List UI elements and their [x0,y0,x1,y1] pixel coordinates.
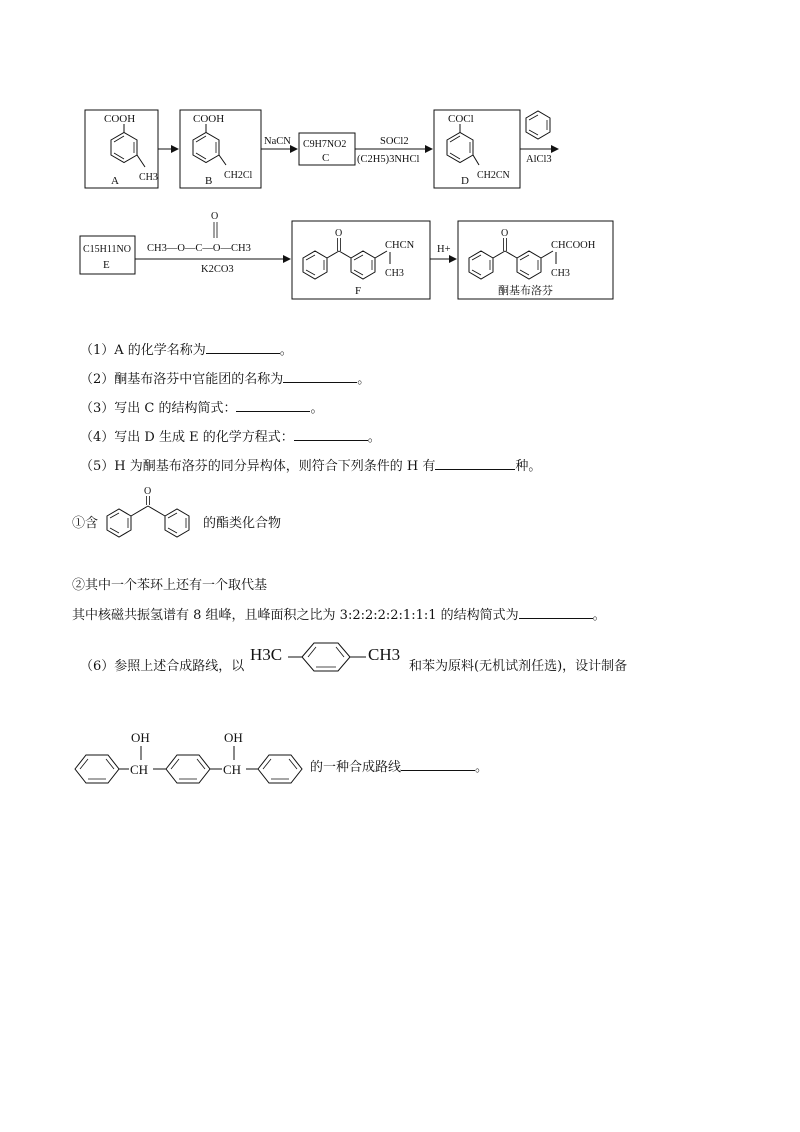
compound-b-letter: B [205,175,213,187]
answer-blank-2[interactable] [283,370,357,383]
answer-blank-nmr[interactable] [519,606,593,619]
reagent-alcl3: AlCl3 [526,154,552,165]
compound-f-ketone-o: O [335,228,343,239]
compound-d-ch2cn: CH2CN [477,170,510,181]
compound-b-cooh: COOH [193,113,225,125]
compound-a-letter: A [111,175,119,187]
ketoprofen-chcooh: CHCOOH [551,240,596,251]
question-3: （3）写出 C 的结构简式： 。 [80,401,324,416]
question-1: （1）A 的化学名称为 。 [80,343,293,358]
compound-e-letter: E [103,259,110,271]
question-6-post: 和苯为原料(无机试剂任选)，设计制备 [409,659,628,674]
compound-a-box [85,110,158,188]
ketoprofen-box [458,221,613,299]
question-5-text: （5）H 为酮基布洛芬的同分异构体，则符合下列条件的 H 有 [80,459,436,474]
question-2: （2）酮基布洛芬中官能团的名称为 。 [80,372,371,387]
ketoprofen-ketone-o: O [501,228,509,239]
compound-f-ch3: CH3 [385,268,404,279]
compound-f-chcn: CHCN [385,240,415,251]
benzophenone-o: O [144,486,152,497]
reagent-k2co3: K2CO3 [201,264,234,275]
compound-c-formula: C9H7NO2 [303,139,347,150]
compound-d-cocl: COCl [448,113,474,125]
reagent-dimethyl-carbonate: CH3—O—C—O—CH3 [147,243,251,254]
answer-blank-4[interactable] [294,428,368,441]
question-3-text: （3）写出 C 的结构简式： [80,401,237,416]
compound-e-box [80,236,135,274]
carbonate-o: O [211,211,219,222]
answer-blank-3[interactable] [236,399,310,412]
compound-d-box [434,110,520,188]
target-ch-2: CH [223,762,242,777]
reagent-socl2: SOCl2 [380,136,409,147]
p-xylene-left-group: H3C [250,645,283,664]
target-route-text: 的一种合成路线 。 [310,760,489,775]
nmr-question: 其中核磁共振氢谱有 8 组峰，且峰面积之比为 3:2:2:2:2:1:1:1 的结构简式为 。 [72,608,606,623]
target-oh-2: OH [224,730,243,745]
compound-c-letter: C [322,152,330,164]
compound-d-letter: D [461,175,469,187]
condition-1-post: 的酯类化合物 [203,516,282,531]
condition-1-pre: ①含 [72,516,99,531]
question-1-text: （1）A 的化学名称为 [80,343,206,358]
target-ch-1: CH [130,762,149,777]
target-diol-structure [75,730,302,783]
reagent-h-plus: H+ [437,244,451,255]
compound-f-letter: F [355,285,362,297]
compound-b-box [180,110,261,188]
ketoprofen-ch3: CH3 [551,268,570,279]
question-4-text: （4）写出 D 生成 E 的化学方程式： [80,430,294,445]
question-5: （5）H 为酮基布洛芬的同分异构体，则符合下列条件的 H 有 种。 [80,459,542,474]
question-6-pre: （6）参照上述合成路线，以 [80,659,245,674]
reagent-nacn: NaCN [264,136,291,147]
question-4: （4）写出 D 生成 E 的化学方程式： 。 [80,430,381,445]
compound-b-ch2cl: CH2Cl [224,170,253,181]
answer-blank-6[interactable] [401,758,475,771]
condition-2: ②其中一个苯环上还有一个取代基 [72,578,268,593]
question-2-text: （2）酮基布洛芬中官能团的名称为 [80,372,284,387]
nmr-question-text: 其中核磁共振氢谱有 8 组峰，且峰面积之比为 3:2:2:2:2:1:1:1 的结构简式为 [72,608,519,623]
ketoprofen-name: 酮基布洛芬 [498,285,553,297]
compound-a-ch3: CH3 [139,172,158,183]
p-xylene-structure [288,643,366,671]
compound-c-box [299,133,355,165]
benzophenone-structure [107,486,189,537]
reagent-et3nhcl: (C2H5)3NHCl [357,154,420,165]
compound-a-cooh: COOH [104,113,136,125]
compound-e-formula: C15H11NO [83,244,131,255]
p-xylene-right-group: CH3 [368,645,401,664]
target-oh-1: OH [131,730,150,745]
answer-blank-5[interactable] [435,457,515,470]
compound-f-box [292,221,430,299]
benzene-reagent [526,111,550,139]
answer-blank-1[interactable] [206,341,280,354]
